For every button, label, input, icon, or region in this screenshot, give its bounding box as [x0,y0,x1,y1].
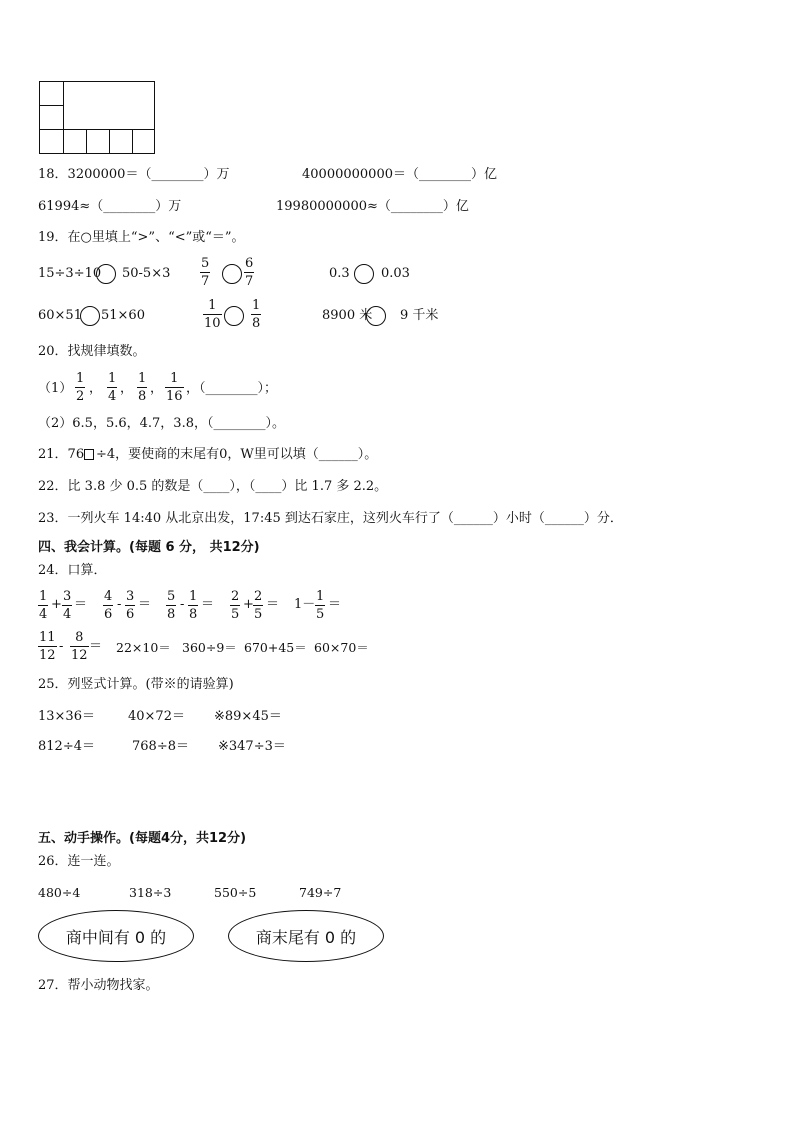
numerator: 5 [201,256,210,271]
vertical-calc-item: 13×36＝ [38,709,95,724]
grid-cell [63,129,87,154]
q22-text: 22．比 3.8 少 0.5 的数是（____），（____）比 1.7 多 2.2。 [38,479,388,494]
numerator: 2 [231,589,240,604]
denominator: 16 [166,389,183,404]
quotient-middle-zero-oval[interactable] [38,910,194,962]
separator: ， [120,381,134,396]
q18-line2b: 19980000000≈（________）亿 [276,199,469,214]
fraction [253,589,263,622]
denominator: 5 [231,607,240,622]
section-5-title: 五、动手操作。(每题4分，共12分) [38,831,247,846]
fraction [315,589,325,622]
compare-circle[interactable] [80,306,100,326]
fraction [125,589,135,622]
q24-title: 24．口算． [38,563,107,578]
equals: ＝ [201,597,215,612]
match-item[interactable]: 550÷5 [214,885,257,900]
q21-post: ÷4，要使商的末尾有0，W里可以填（______）。 [96,447,378,462]
denominator: 4 [63,607,72,622]
denominator: 6 [126,607,135,622]
operator: - [59,639,64,654]
vertical-calc-item: 40×72＝ [128,709,185,724]
q18-line2a: 61994≈（________）万 [38,199,182,214]
match-item[interactable]: 318÷3 [129,885,172,900]
numerator: 2 [254,589,263,604]
vertical-calc-item: 768÷8＝ [132,739,189,754]
vertical-calc-item: ※89×45＝ [214,709,282,724]
numerator: 8 [75,630,84,645]
grid-cell [109,129,133,154]
q21-pre: 21．76 [38,447,85,462]
compare-circle[interactable] [222,264,242,284]
numerator: 1 [76,371,85,386]
digit-box[interactable] [84,449,94,460]
vertical-calc-item: ※347÷3＝ [218,739,286,754]
q20-p2: （2）6.5，5.6，4.7，3.8，（________）。 [38,416,285,431]
section-4-title: 四、我会计算。(每题 6 分， 共12分) [38,540,260,555]
numerator: 4 [104,589,113,604]
fraction [70,630,89,663]
equals: ＝ [89,639,103,654]
q20-p1-tail: ，（________）； [186,381,278,396]
fraction [251,298,261,331]
denominator: 12 [39,648,56,663]
q23-text: 23．一列火车 14:40 从北京出发，17:45 到达石家庄，这列火车行了（______）小时（______）分． [38,511,623,526]
fraction [188,589,198,622]
denominator: 7 [201,274,210,289]
oral-item: 60×70＝ [314,640,369,655]
operator: + [243,597,254,612]
numerator: 1 [316,589,325,604]
denominator: 8 [138,389,147,404]
grid-cell [39,81,64,106]
fraction [38,630,57,663]
q18-line1a: 18．3200000＝（________）万 [38,167,230,182]
oral-item: 22×10＝ [116,640,171,655]
numerator: 1 [138,371,147,386]
q19-r1c-right: 0.03 [381,266,410,281]
denominator: 7 [245,274,254,289]
numerator: 1 [252,298,261,313]
separator: ， [150,381,164,396]
grid-cell [132,129,155,154]
numerator: 1 [170,371,179,386]
denominator: 12 [71,648,88,663]
whole-minus: 1－ [294,597,316,612]
match-item[interactable]: 749÷7 [299,885,342,900]
q19-r2a-right: 51×60 [101,308,145,323]
operator: + [51,597,62,612]
denominator: 5 [316,607,325,622]
q19-r1a-right: 50-5×3 [122,266,171,281]
operator: - [117,597,122,612]
q19-r1c-left: 0.3 [329,266,350,281]
denominator: 8 [167,607,176,622]
denominator: 6 [104,607,113,622]
fraction [166,589,176,622]
fraction [200,256,210,289]
q20-title: 20．找规律填数。 [38,344,146,359]
denominator: 4 [39,607,48,622]
denominator: 5 [254,607,263,622]
numerator: 1 [208,298,217,313]
q19-title: 19．在○里填上“>”、“<”或“＝”。 [38,230,245,245]
fraction [62,589,72,622]
fraction [38,589,48,622]
q27-title: 27．帮小动物找家。 [38,978,159,993]
equals: ＝ [74,597,88,612]
grid-cell [86,129,110,154]
separator: ， [89,381,103,396]
numerator: 3 [126,589,135,604]
denominator: 8 [189,607,198,622]
quotient-end-zero-oval[interactable] [228,910,384,962]
numerator: 5 [167,589,176,604]
grid-cell [39,129,64,154]
fraction [107,371,117,404]
q25-title: 25．列竖式计算。(带※的请验算) [38,677,234,692]
fraction [75,371,85,404]
q20-p1-label: （1） [38,381,73,396]
equals: ＝ [138,597,152,612]
denominator: 2 [76,389,85,404]
match-item[interactable]: 480÷4 [38,885,81,900]
fraction [137,371,147,404]
vertical-calc-item: 812÷4＝ [38,739,95,754]
numerator: 1 [189,589,198,604]
compare-circle[interactable] [354,264,374,284]
oval-label: 商末尾有 0 的 [255,927,357,947]
compare-circle[interactable] [96,264,116,284]
fraction [244,256,254,289]
q26-title: 26．连一连。 [38,854,120,869]
denominator: 4 [108,389,117,404]
equals: ＝ [328,597,342,612]
numerator: 6 [245,256,254,271]
q19-r1a-left: 15÷3÷10 [38,266,102,281]
grid-cell [39,105,64,130]
fraction [203,298,222,331]
compare-circle[interactable] [366,306,386,326]
numerator: 1 [39,589,48,604]
grid-figure [39,81,155,154]
numerator: 11 [39,630,56,645]
q19-r2c-left: 8900 米 [322,308,373,323]
oral-item: 670+45＝ [244,640,307,655]
q19-r2c-right: 9 千米 [400,308,439,323]
numerator: 3 [63,589,72,604]
q18-line1b: 40000000000＝（________）亿 [302,167,497,182]
numerator: 1 [108,371,117,386]
compare-circle[interactable] [224,306,244,326]
fraction [103,589,113,622]
q19-r2a-left: 60×51 [38,308,82,323]
denominator: 10 [204,316,221,331]
oral-item: 360÷9＝ [182,640,237,655]
equals: ＝ [266,597,280,612]
fraction [230,589,240,622]
oval-label: 商中间有 0 的 [65,927,167,947]
fraction [165,371,184,404]
denominator: 8 [252,316,261,331]
operator: - [180,597,185,612]
